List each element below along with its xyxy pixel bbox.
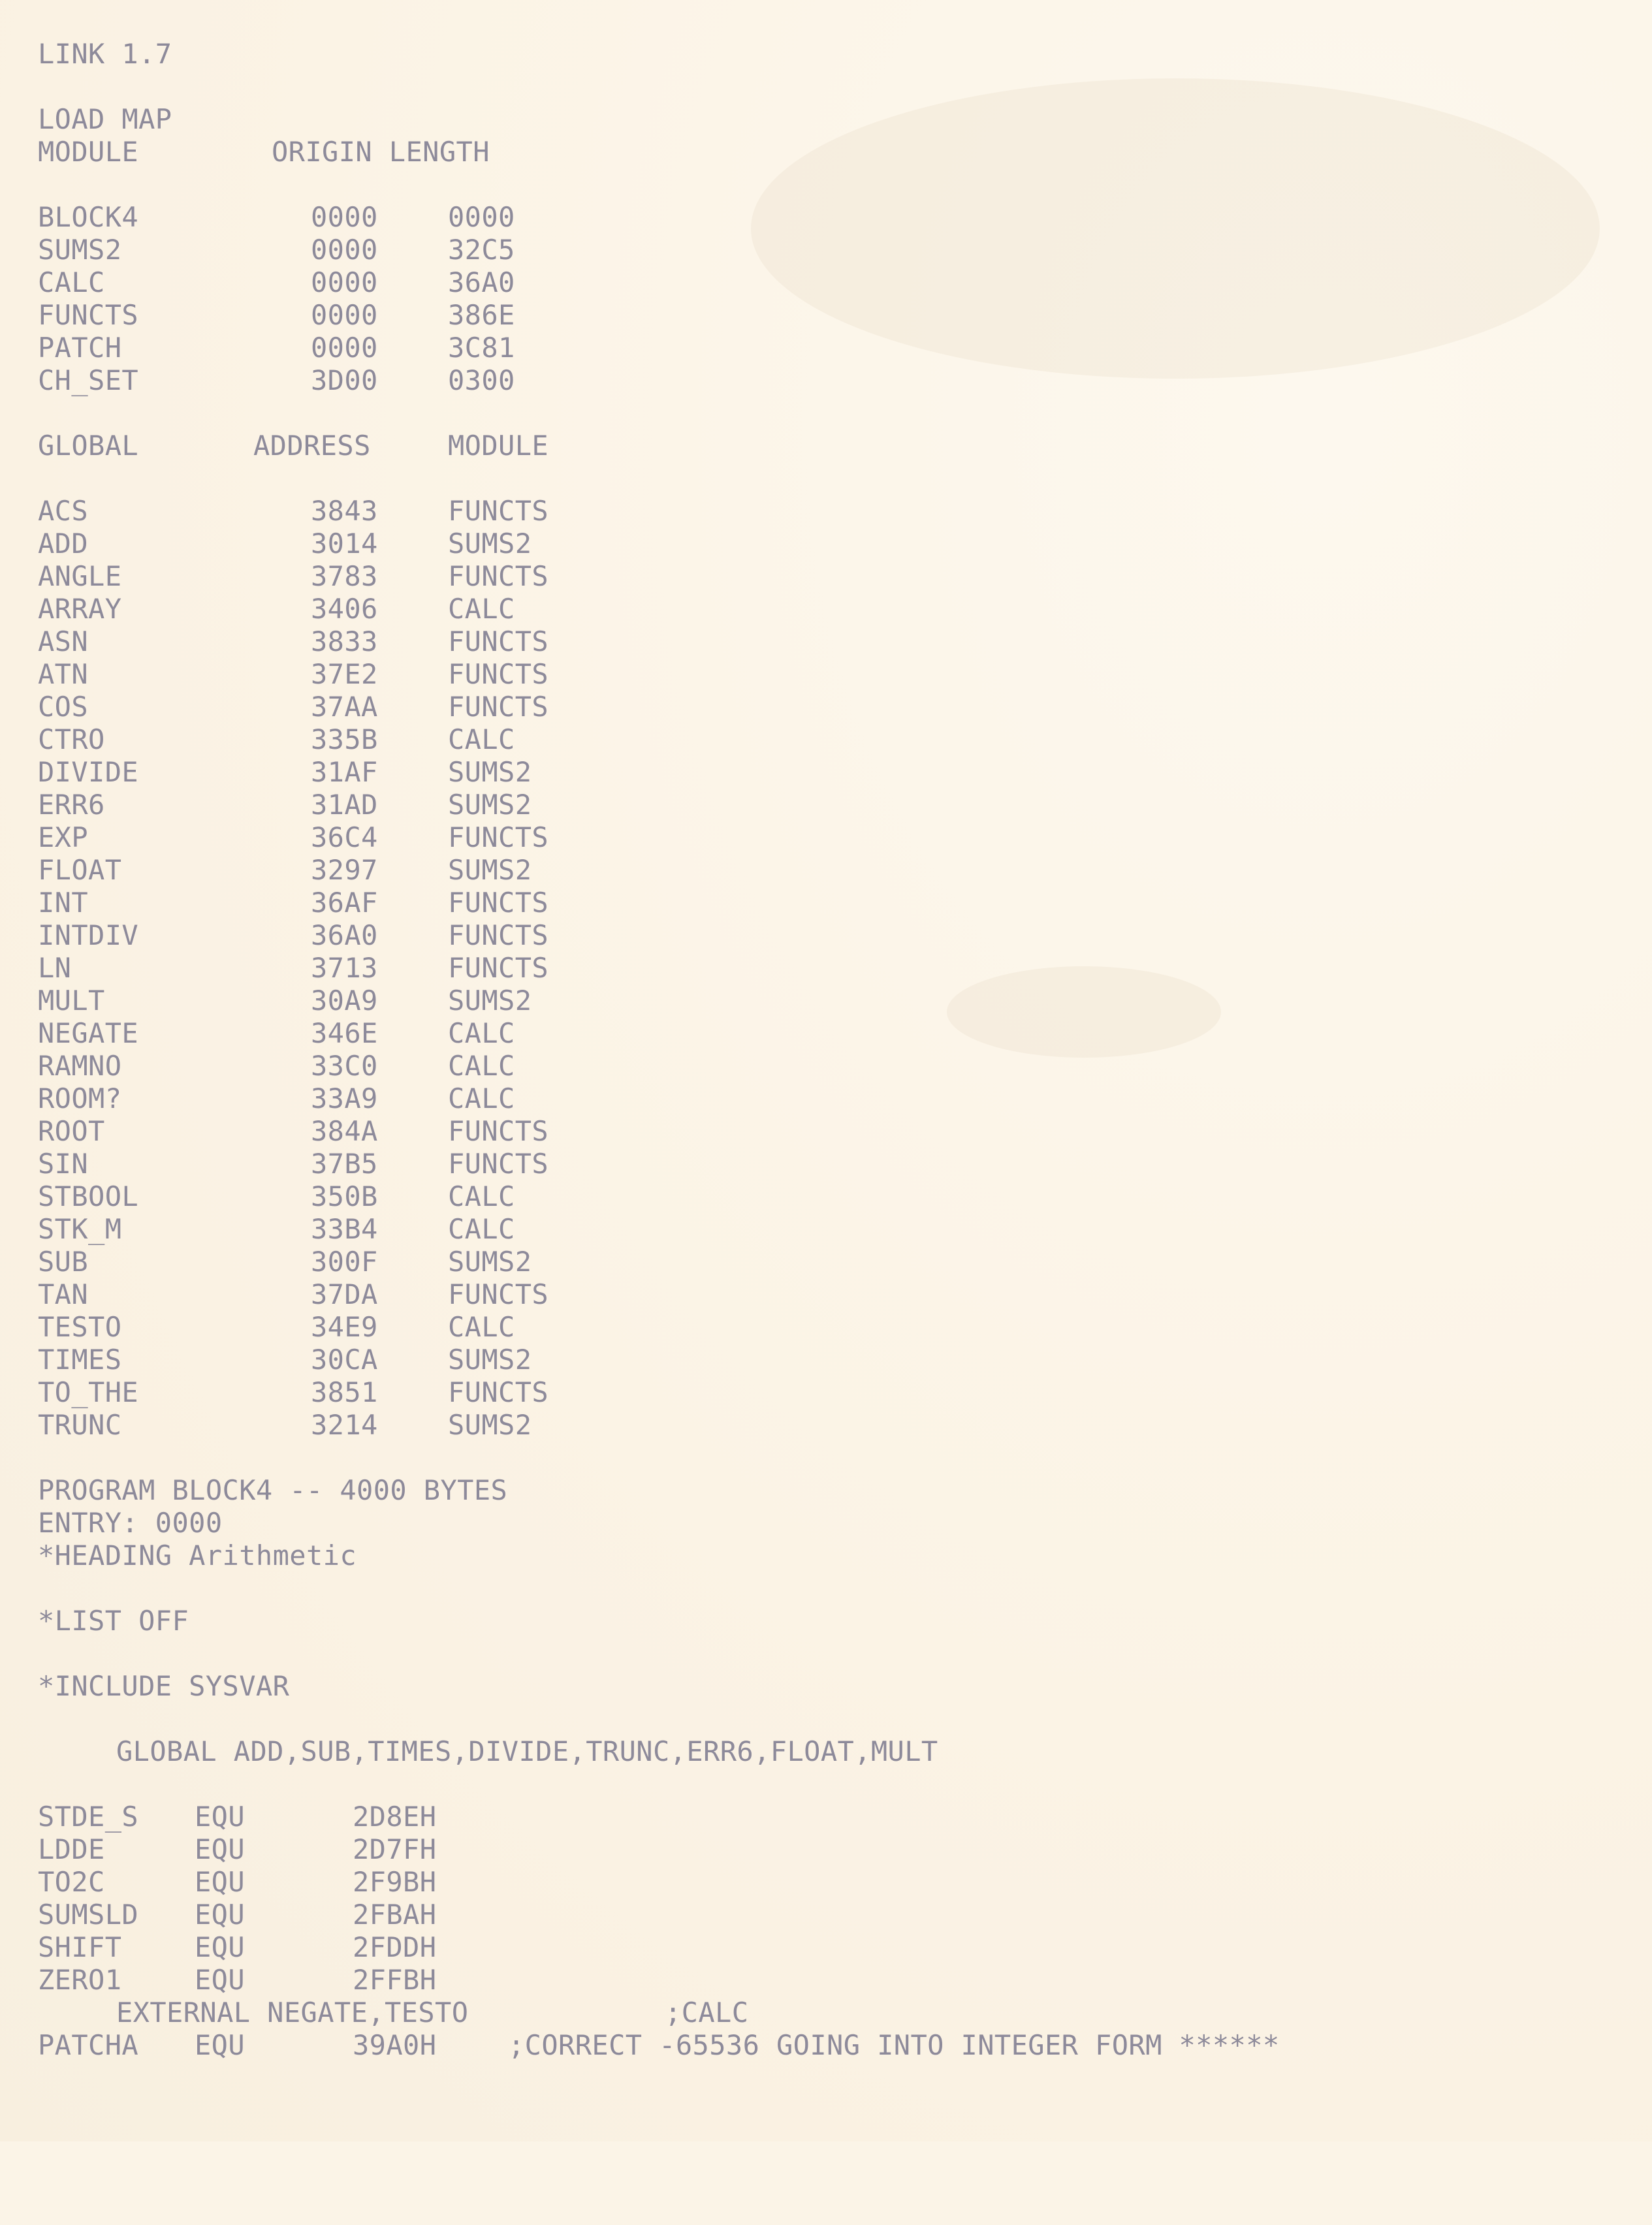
equate-label: SHIFT bbox=[38, 1931, 122, 1963]
symbol-module: SUMS2 bbox=[448, 854, 532, 886]
equate-op: EQU bbox=[195, 1866, 246, 1898]
column-header-module: MODULE bbox=[448, 430, 549, 462]
symbol-address: 36AF bbox=[311, 887, 378, 919]
symbol-name: RAMNO bbox=[38, 1050, 122, 1082]
global-symbol-row bbox=[38, 1246, 1605, 1278]
symbol-module: SUMS2 bbox=[448, 985, 532, 1017]
external-comment: ;CALC bbox=[665, 1996, 749, 2028]
symbol-module: FUNCTS bbox=[448, 887, 549, 919]
load-map-row bbox=[38, 332, 1605, 364]
module-origin: 0000 bbox=[311, 234, 378, 266]
symbol-module: SUMS2 bbox=[448, 1409, 532, 1441]
program-block-line: PROGRAM BLOCK4 -- 4000 BYTES bbox=[38, 1474, 508, 1506]
symbol-module: FUNCTS bbox=[448, 625, 549, 657]
symbol-module: FUNCTS bbox=[448, 1278, 549, 1310]
global-symbol-row bbox=[38, 1148, 1605, 1180]
symbol-address: 3297 bbox=[311, 854, 378, 886]
symbol-address: 37DA bbox=[311, 1278, 378, 1310]
symbol-name: ARRAY bbox=[38, 593, 122, 625]
global-symbol-row bbox=[38, 1376, 1605, 1409]
global-symbol-row bbox=[38, 691, 1605, 723]
symbol-module: FUNCTS bbox=[448, 560, 549, 592]
symbol-module: FUNCTS bbox=[448, 952, 549, 984]
column-header-global: GLOBAL bbox=[38, 430, 139, 462]
global-symbol-row bbox=[38, 658, 1605, 691]
module-name: SUMS2 bbox=[38, 234, 122, 266]
global-symbol-row bbox=[38, 1017, 1605, 1050]
symbol-name: ERR6 bbox=[38, 789, 105, 821]
external-declaration: EXTERNAL NEGATE,TESTO bbox=[116, 1996, 469, 2028]
symbol-module: FUNCTS bbox=[448, 1148, 549, 1180]
load-map-title: LOAD MAP bbox=[38, 103, 172, 135]
entry-line: ENTRY: 0000 bbox=[38, 1507, 223, 1539]
column-header-module: MODULE bbox=[38, 136, 139, 168]
module-length: 32C5 bbox=[448, 234, 515, 266]
symbol-address: 33A9 bbox=[311, 1082, 378, 1114]
symbol-name: ROOM? bbox=[38, 1082, 122, 1114]
symbol-address: 350B bbox=[311, 1180, 378, 1212]
equate-value: 39A0H bbox=[353, 2029, 437, 2061]
equate-label: SUMSLD bbox=[38, 1899, 139, 1931]
module-origin: 0000 bbox=[311, 332, 378, 364]
symbol-address: 3214 bbox=[311, 1409, 378, 1441]
symbol-module: CALC bbox=[448, 1213, 515, 1245]
equate-value: 2D8EH bbox=[353, 1801, 437, 1833]
link-title: LINK 1.7 bbox=[38, 38, 172, 70]
module-length: 0000 bbox=[448, 201, 515, 233]
equate-op: EQU bbox=[195, 1833, 246, 1865]
symbol-module: SUMS2 bbox=[448, 1246, 532, 1278]
symbol-name: ATN bbox=[38, 658, 89, 690]
global-symbol-row bbox=[38, 952, 1605, 985]
equate-op: EQU bbox=[195, 1931, 246, 1963]
module-length: 386E bbox=[448, 299, 515, 331]
equate-row bbox=[38, 1931, 1605, 1964]
symbol-module: CALC bbox=[448, 723, 515, 755]
symbol-name: TRUNC bbox=[38, 1409, 122, 1441]
include-directive: *INCLUDE SYSVAR bbox=[38, 1670, 290, 1702]
symbol-module: FUNCTS bbox=[448, 1115, 549, 1147]
symbol-name: STK_M bbox=[38, 1213, 122, 1245]
symbol-address: 3406 bbox=[311, 593, 378, 625]
load-map-row bbox=[38, 234, 1605, 266]
module-length: 36A0 bbox=[448, 266, 515, 298]
symbol-address: 31AF bbox=[311, 756, 378, 788]
symbol-name: INTDIV bbox=[38, 919, 139, 951]
symbol-address: 3843 bbox=[311, 495, 378, 527]
equate-row bbox=[38, 1801, 1605, 1833]
global-symbol-row bbox=[38, 1278, 1605, 1311]
symbol-module: FUNCTS bbox=[448, 658, 549, 690]
symbol-address: 33C0 bbox=[311, 1050, 378, 1082]
symbol-module: SUMS2 bbox=[448, 789, 532, 821]
symbol-name: TAN bbox=[38, 1278, 89, 1310]
equate-label: ZERO1 bbox=[38, 1964, 122, 1996]
symbol-name: SUB bbox=[38, 1246, 89, 1278]
equate-table bbox=[38, 1801, 1605, 1996]
symbol-name: TESTO bbox=[38, 1311, 122, 1343]
symbol-address: 3014 bbox=[311, 528, 378, 560]
module-origin: 0000 bbox=[311, 266, 378, 298]
symbol-address: 335B bbox=[311, 723, 378, 755]
global-symbol-row bbox=[38, 528, 1605, 560]
symbol-address: 31AD bbox=[311, 789, 378, 821]
symbol-name: CTRO bbox=[38, 723, 105, 755]
module-length: 0300 bbox=[448, 364, 515, 396]
module-origin: 0000 bbox=[311, 201, 378, 233]
global-symbol-row bbox=[38, 887, 1605, 919]
global-symbol-row bbox=[38, 723, 1605, 756]
equate-value: 2FBAH bbox=[353, 1899, 437, 1931]
symbol-name: ROOT bbox=[38, 1115, 105, 1147]
symbol-address: 346E bbox=[311, 1017, 378, 1049]
equate-op: EQU bbox=[195, 1899, 246, 1931]
symbol-name: ANGLE bbox=[38, 560, 122, 592]
symbol-address: 384A bbox=[311, 1115, 378, 1147]
symbol-address: 33B4 bbox=[311, 1213, 378, 1245]
symbol-module: CALC bbox=[448, 1017, 515, 1049]
global-declaration: GLOBAL ADD,SUB,TIMES,DIVIDE,TRUNC,ERR6,FLOAT,MULT bbox=[116, 1735, 938, 1767]
symbol-address: 30CA bbox=[311, 1344, 378, 1376]
module-length: 3C81 bbox=[448, 332, 515, 364]
equate-label: PATCHA bbox=[38, 2029, 139, 2061]
column-header-origin-length: ORIGIN LENGTH bbox=[272, 136, 490, 168]
global-symbol-row bbox=[38, 985, 1605, 1017]
symbol-name: TIMES bbox=[38, 1344, 122, 1376]
global-symbol-row bbox=[38, 1344, 1605, 1376]
symbol-name: MULT bbox=[38, 985, 105, 1017]
global-symbol-table bbox=[38, 495, 1605, 1442]
symbol-name: INT bbox=[38, 887, 89, 919]
symbol-module: CALC bbox=[448, 1050, 515, 1082]
symbol-module: FUNCTS bbox=[448, 691, 549, 723]
symbol-module: FUNCTS bbox=[448, 495, 549, 527]
module-name: CH_SET bbox=[38, 364, 139, 396]
equate-label: TO2C bbox=[38, 1866, 105, 1898]
symbol-name: FLOAT bbox=[38, 854, 122, 886]
symbol-module: CALC bbox=[448, 593, 515, 625]
equate-row bbox=[38, 1833, 1605, 1866]
equate-label: STDE_S bbox=[38, 1801, 139, 1833]
global-symbol-row bbox=[38, 1180, 1605, 1213]
global-symbol-row bbox=[38, 1311, 1605, 1344]
module-origin: 0000 bbox=[311, 299, 378, 331]
symbol-module: CALC bbox=[448, 1180, 515, 1212]
global-symbol-row bbox=[38, 1050, 1605, 1082]
symbol-name: ADD bbox=[38, 528, 89, 560]
symbol-address: 37AA bbox=[311, 691, 378, 723]
external-line bbox=[38, 1996, 1605, 2029]
symbol-name: ASN bbox=[38, 625, 89, 657]
load-map-row bbox=[38, 299, 1605, 332]
equate-value: 2FFBH bbox=[353, 1964, 437, 1996]
global-symbol-row bbox=[38, 821, 1605, 854]
symbol-name: ACS bbox=[38, 495, 89, 527]
global-symbol-row bbox=[38, 1082, 1605, 1115]
module-name: BLOCK4 bbox=[38, 201, 139, 233]
symbol-name: NEGATE bbox=[38, 1017, 139, 1049]
symbol-name: DIVIDE bbox=[38, 756, 139, 788]
equate-value: 2F9BH bbox=[353, 1866, 437, 1898]
equate-op: EQU bbox=[195, 1964, 246, 1996]
global-symbol-row bbox=[38, 560, 1605, 593]
equate-row bbox=[38, 1866, 1605, 1899]
column-header-address: ADDRESS bbox=[253, 430, 371, 462]
symbol-module: SUMS2 bbox=[448, 756, 532, 788]
module-name: CALC bbox=[38, 266, 105, 298]
equate-op: EQU bbox=[195, 2029, 246, 2061]
module-name: PATCH bbox=[38, 332, 122, 364]
symbol-address: 37E2 bbox=[311, 658, 378, 690]
symbol-module: FUNCTS bbox=[448, 919, 549, 951]
load-map-row bbox=[38, 364, 1605, 397]
load-map-row bbox=[38, 266, 1605, 299]
equate-label: LDDE bbox=[38, 1833, 105, 1865]
symbol-name: EXP bbox=[38, 821, 89, 853]
symbol-address: 3713 bbox=[311, 952, 378, 984]
symbol-address: 3783 bbox=[311, 560, 378, 592]
symbol-module: FUNCTS bbox=[448, 821, 549, 853]
symbol-name: SIN bbox=[38, 1148, 89, 1180]
global-symbol-row bbox=[38, 789, 1605, 821]
symbol-module: SUMS2 bbox=[448, 1344, 532, 1376]
load-map-row bbox=[38, 201, 1605, 234]
global-symbol-row bbox=[38, 1409, 1605, 1442]
global-symbol-row bbox=[38, 1115, 1605, 1148]
global-symbol-row bbox=[38, 1213, 1605, 1246]
symbol-module: SUMS2 bbox=[448, 528, 532, 560]
load-map-table bbox=[38, 201, 1605, 397]
global-symbol-row bbox=[38, 495, 1605, 528]
symbol-address: 3851 bbox=[311, 1376, 378, 1408]
module-name: FUNCTS bbox=[38, 299, 139, 331]
equate-row bbox=[38, 1899, 1605, 1931]
module-origin: 3D00 bbox=[311, 364, 378, 396]
equate-op: EQU bbox=[195, 1801, 246, 1833]
global-symbol-row bbox=[38, 854, 1605, 887]
equate-value: 2FDDH bbox=[353, 1931, 437, 1963]
global-symbol-row bbox=[38, 756, 1605, 789]
symbol-name: LN bbox=[38, 952, 72, 984]
global-header bbox=[38, 430, 1605, 462]
symbol-name: TO_THE bbox=[38, 1376, 139, 1408]
symbol-module: FUNCTS bbox=[448, 1376, 549, 1408]
load-map-header bbox=[38, 136, 1605, 168]
symbol-address: 300F bbox=[311, 1246, 378, 1278]
symbol-address: 36A0 bbox=[311, 919, 378, 951]
symbol-address: 37B5 bbox=[311, 1148, 378, 1180]
patcha-line bbox=[38, 2029, 1605, 2062]
equate-value: 2D7FH bbox=[353, 1833, 437, 1865]
equate-row bbox=[38, 1964, 1605, 1996]
symbol-module: CALC bbox=[448, 1311, 515, 1343]
symbol-address: 30A9 bbox=[311, 985, 378, 1017]
global-symbol-row bbox=[38, 919, 1605, 952]
symbol-module: CALC bbox=[448, 1082, 515, 1114]
symbol-address: 34E9 bbox=[311, 1311, 378, 1343]
global-symbol-row bbox=[38, 625, 1605, 658]
printout bbox=[38, 38, 1605, 2062]
list-off-directive: *LIST OFF bbox=[38, 1605, 189, 1637]
symbol-name: COS bbox=[38, 691, 89, 723]
heading-directive: *HEADING Arithmetic bbox=[38, 1539, 357, 1571]
symbol-address: 3833 bbox=[311, 625, 378, 657]
equate-comment: ;CORRECT -65536 GOING INTO INTEGER FORM ****** bbox=[508, 2029, 1280, 2061]
symbol-name: STBOOL bbox=[38, 1180, 139, 1212]
global-symbol-row bbox=[38, 593, 1605, 625]
symbol-address: 36C4 bbox=[311, 821, 378, 853]
